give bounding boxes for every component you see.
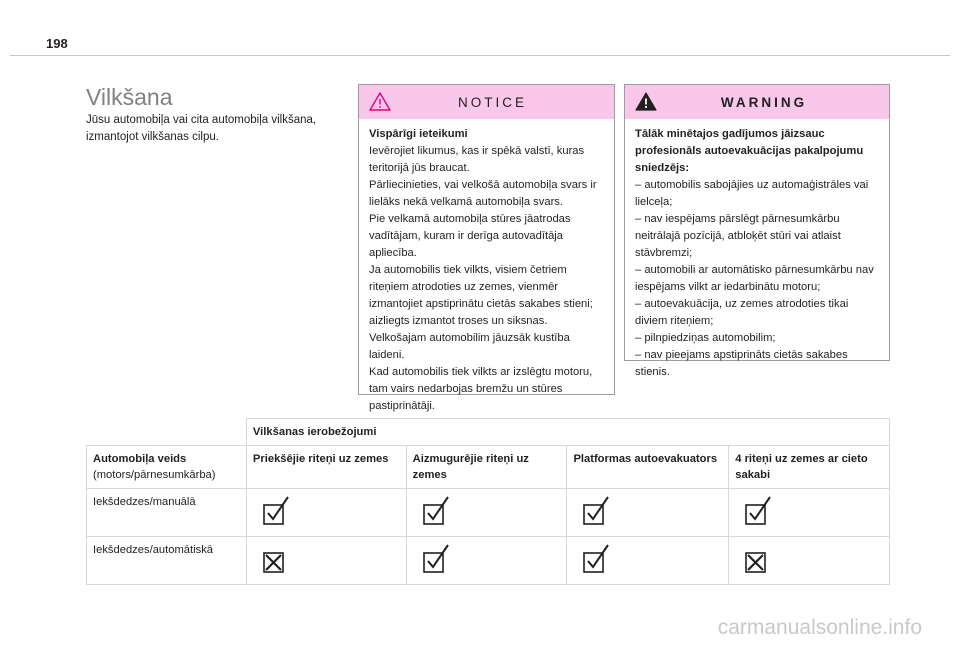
section-title: Vilkšana [86, 84, 173, 110]
vehicle-type-header [87, 446, 247, 489]
table-cell [729, 489, 890, 537]
notice-heading: NOTICE [457, 94, 527, 110]
warning-item: – automobilis sabojājies uz automaģistrāles vai lielceļa; [635, 179, 869, 208]
vehicle-type-header-label: Automobiļa veids [93, 453, 187, 465]
caution-triangle-icon [369, 92, 391, 111]
table-cell [567, 489, 729, 537]
notice-header [359, 85, 614, 119]
table-cell [406, 489, 567, 537]
page-number: 198 [46, 36, 68, 51]
table-corner-cell [87, 419, 247, 446]
table-header-row [87, 446, 890, 489]
checked-box-icon [422, 544, 561, 579]
warning-heading: WARNING [720, 94, 808, 110]
table-group-header-row [87, 419, 890, 446]
warning-lead: Tālāk minētajos gadījumos jāizsauc profesionāls autoevakuācijas pakalpojumu sniedzējs: [635, 128, 864, 174]
column-header-rear-wheels: Aizmugurējie riteņi uz zemes [406, 446, 567, 489]
checked-box-icon [262, 496, 400, 531]
notice-box [358, 84, 615, 412]
warning-body [625, 119, 889, 381]
table-cell [729, 537, 890, 585]
notice-paragraph: Kad automobilis tiek vilkts ar izslēgtu motoru, tam vairs nedarbojas bremžu un stūres pastiprinātāji. [369, 366, 593, 412]
warning-triangle-icon [635, 92, 657, 111]
crossed-box-icon [262, 544, 400, 579]
notice-paragraph: Pie velkamā automobiļa stūres jāatrodas vadītājam, kuram ir derīga autovadītāja apliecība. [369, 213, 571, 259]
checked-box-icon [744, 496, 883, 531]
section-intro: Jūsu automobiļa vai cita automobiļa vilkšana, izmantojot vilkšanas cilpu. [86, 114, 317, 143]
table-cell [246, 537, 406, 585]
header-divider [10, 55, 950, 56]
notice-paragraph: Pārliecinieties, vai velkošā automobiļa svars ir lielāks nekā velkamā automobiļa svars. [369, 179, 597, 208]
notice-body [359, 119, 614, 415]
notice-paragraph: Velkošajam automobilim jāuzsāk kustība laideni. [369, 332, 570, 361]
checked-box-icon [422, 496, 561, 531]
notice-lead: Vispārīgi ieteikumi [369, 128, 468, 140]
vehicle-type-subheader: (motors/pārnesumkārba) [93, 469, 216, 481]
towing-restrictions-table [86, 418, 890, 585]
warning-item: – autoevakuācija, uz zemes atrodoties tikai diviem riteņiem; [635, 298, 849, 327]
warning-header [625, 85, 889, 119]
crossed-box-icon [744, 544, 883, 579]
column-header-flatbed: Platformas autoevakuators [567, 446, 729, 489]
row-label: Iekšdedzes/manuālā [87, 489, 247, 537]
table-cell [567, 537, 729, 585]
warning-item: – pilnpiedziņas automobilim; [635, 332, 776, 344]
notice-paragraph: Ievērojiet likumus, kas ir spēkā valstī, kuras teritorijā jūs braucat. [369, 145, 585, 174]
notice-paragraph: Ja automobilis tiek vilkts, visiem četriem riteņiem atrodoties uz zemes, vienmēr izmantojiet apstiprinātu cietās sakabes stieni; aizliegts izmantot troses un siksnas. [369, 264, 593, 327]
table-group-header [246, 419, 889, 446]
warning-item: – nav iespējams pārslēgt pārnesumkārbu neitrālajā pozīcijā, atbloķēt stūri vai atlaist stāvbremzi; [635, 213, 841, 259]
table-cell [406, 537, 567, 585]
column-header-front-wheels: Priekšējie riteņi uz zemes [246, 446, 406, 489]
table-row [87, 537, 890, 585]
row-label: Iekšdedzes/automātiskā [87, 537, 247, 585]
warning-box [624, 84, 890, 378]
column-header-four-wheels: 4 riteņi uz zemes ar cieto sakabi [729, 446, 890, 489]
table-cell [246, 489, 406, 537]
warning-item: – nav pieejams apstiprināts cietās sakabes stienis. [635, 349, 848, 378]
warning-item: – automobili ar automātisko pārnesumkārbu nav iespējams vilkt ar iedarbinātu motoru; [635, 264, 874, 293]
checked-box-icon [582, 496, 722, 531]
watermark: carmanualsonline.info [717, 616, 922, 639]
checked-box-icon [582, 544, 722, 579]
table-group-header-label: Vilkšanas ierobežojumi [252, 426, 377, 438]
table-row [87, 489, 890, 537]
